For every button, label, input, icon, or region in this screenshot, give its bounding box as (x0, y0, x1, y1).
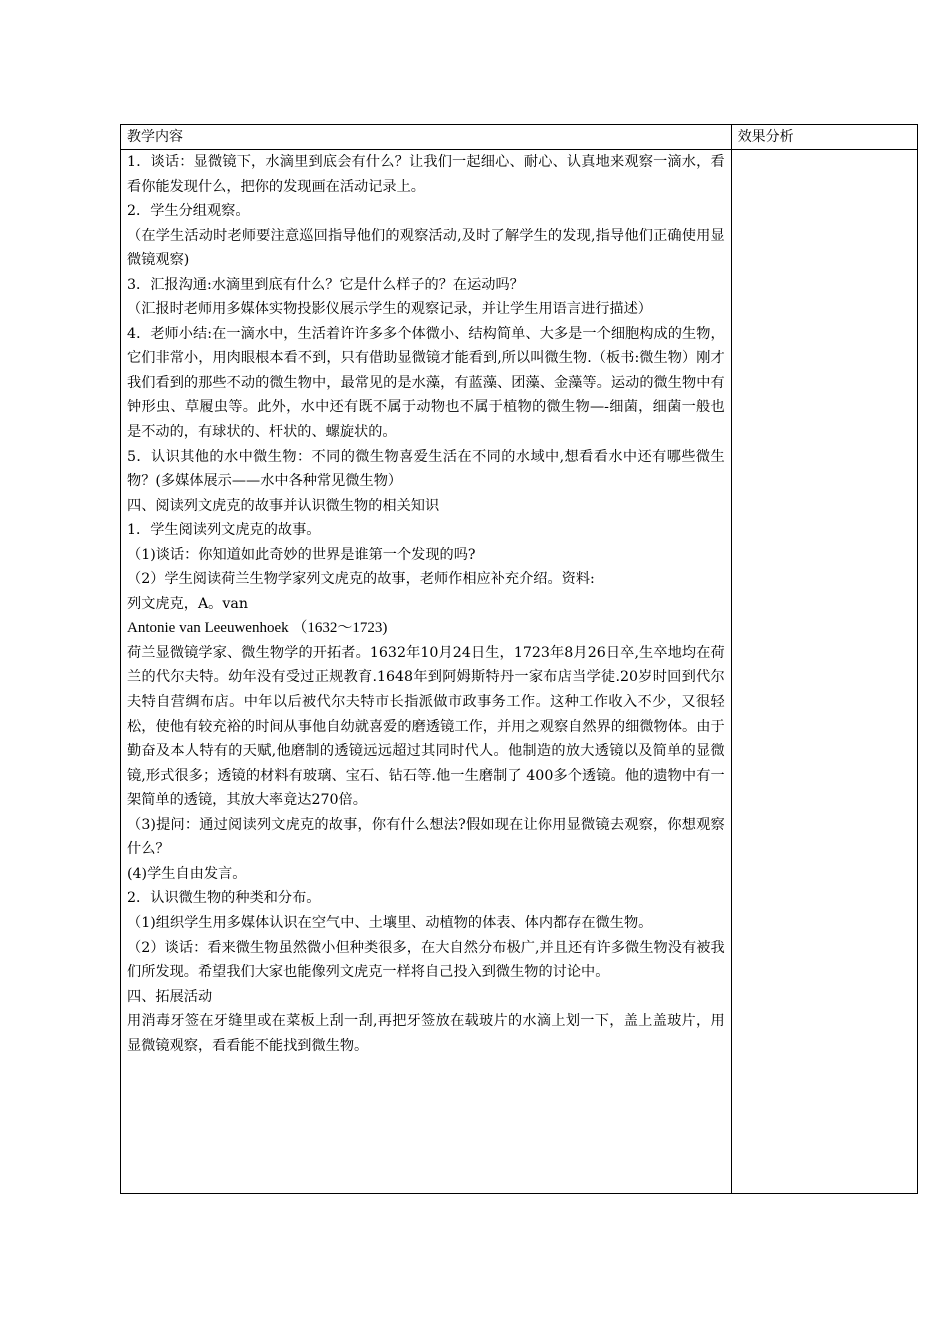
paragraph: 荷兰显微镜学家、微生物学的开拓者。1632年10月24日生，1723年8月26日卒,生卒地均在荷兰的代尔夫特。幼年没有受过正规教育.1648年到阿姆斯特丹一家布店当学徒.20岁时回到代尔夫特自营绸布店。中年以后被代尔夫特市长指派做市政事务工作。这种工作收入不少，又很轻松，使他有较充裕的时间从事他自幼就喜爱的磨透镜工作，并用之观察自然界的细微物体。由于勤奋及本人特有的天赋,他磨制的透镜远远超过其同时代人。他制造的放大透镜以及简单的显微镜,形式很多；透镜的材料有玻璃、宝石、钻石等.他一生磨制了 400多个透镜。他的遗物中有一架简单的透镜，其放大率竟达270倍。 (127, 644, 725, 809)
table-header-row (121, 125, 918, 150)
paragraph: 4．老师小结:在一滴水中，生活着许许多多个体微小、结构简单、大多是一个细胞构成的生物，它们非常小，用肉眼根本看不到，只有借助显微镜才能看到,所以叫微生物.（板书:微生物）刚才我们看到的那些不动的微生物中，最常见的是水藻，有蓝藻、团藻、金藻等。运动的微生物中有钟形虫、草履虫等。此外，水中还有既不属于动物也不属于植物的微生物—-细菌，细菌一般也是不动的，有球状的、杆状的、螺旋状的。 (127, 325, 725, 441)
table-body-row (121, 150, 918, 1194)
paragraph: （汇报时老师用多媒体实物投影仪展示学生的观察记录，并让学生用语言进行描述） (127, 301, 652, 318)
paragraph: 2．认识微生物的种类和分布。 (127, 890, 321, 907)
paragraph: 5．认识其他的水中微生物：不同的微生物喜爱生活在不同的水域中,想看看水中还有哪些微生物？(多媒体展示——水中各种常见微生物） (127, 448, 725, 490)
effect-analysis-cell (731, 150, 917, 1194)
teaching-content-cell (121, 150, 732, 1194)
paragraph: 1．谈话：显微镜下，水滴里到底会有什么？让我们一起细心、耐心、认真地来观察一滴水，看看你能发现什么，把你的发现画在活动记录上。 (127, 154, 725, 195)
paragraph: 列文虎克，A。van (127, 595, 248, 612)
header-teaching-content: 教学内容 (121, 125, 732, 150)
section-heading: 四、拓展活动 (127, 988, 213, 1005)
header-effect-analysis: 效果分析 (731, 125, 917, 150)
paragraph: （3)提问：通过阅读列文虎克的故事，你有什么想法?假如现在让你用显微镜去观察，你想观察什么？ (127, 816, 725, 858)
paragraph: Antonie van Leeuwenhoek （1632～1723) (127, 620, 388, 637)
paragraph: 用消毒牙签在牙缝里或在菜板上刮一刮,再把牙签放在载玻片的水滴上划一下，盖上盖玻片，用显微镜观察，看看能不能找到微生物。 (127, 1013, 725, 1054)
paragraph: （1)组织学生用多媒体认识在空气中、土壤里、动植物的体表、体内都存在微生物。 (127, 914, 653, 931)
paragraph: （2）学生阅读荷兰生物学家列文虎克的故事，老师作相应补充介绍。资料: (127, 571, 595, 588)
paragraph: 2．学生分组观察。 (127, 203, 250, 220)
lesson-table (120, 124, 918, 1194)
paragraph: （在学生活动时老师要注意巡回指导他们的观察活动,及时了解学生的发现,指导他们正确使用显微镜观察) (127, 227, 725, 269)
paragraph: （2）谈话：看来微生物虽然微小但种类很多，在大自然分布极广,并且还有许多微生物没有被我们所发现。希望我们大家也能像列文虎克一样将自己投入到微生物的讨论中。 (127, 939, 725, 981)
paragraph: (4)学生自由发言。 (127, 865, 247, 882)
paragraph: 3．汇报沟通:水滴里到底有什么？它是什么样子的？在运动吗？ (127, 276, 524, 293)
paragraph: 1．学生阅读列文虎克的故事。 (127, 522, 321, 539)
paragraph: （1)谈话：你知道如此奇妙的世界是谁第一个发现的吗? (127, 546, 476, 563)
section-heading: 四、阅读列文虎克的故事并认识微生物的相关知识 (127, 497, 440, 514)
